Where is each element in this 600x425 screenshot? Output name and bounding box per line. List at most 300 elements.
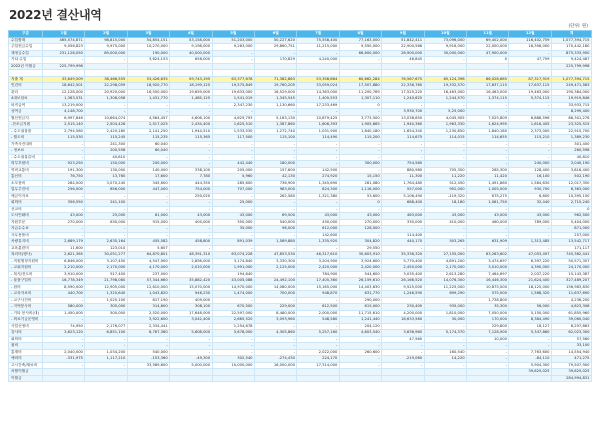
month-value-cell: 18,125,000 [509,284,552,291]
month-value-cell: 65,124,398 [424,76,466,83]
month-value-cell: 32,440 [509,200,552,207]
month-value-cell: 2,635,164 [85,239,127,246]
row-total-cell: 745,382,441 [552,252,592,259]
month-value-cell: 338,100 [170,167,212,174]
month-value-cell: 455,582 [127,239,169,246]
month-value-cell: 463,000 [382,213,424,220]
month-value-cell: 2,210,000 [43,265,85,272]
month-value-cell: 705,300 [424,167,466,174]
month-value-cell: 10,000 [467,336,509,343]
month-value-cell: 2,334,441 [127,323,169,330]
month-value-cell: - [43,232,85,239]
month-value-cell: 35,300 [467,304,509,311]
month-value-cell: 0 [339,102,381,109]
month-value-cell: 304,820 [339,239,381,246]
month-value-cell: - [424,57,466,64]
month-value-cell: 675,275 [467,193,509,200]
row-total-cell: 225,799,998 [552,63,592,70]
month-value-cell: 42,130 [255,174,297,181]
month-value-cell: 150,000 [85,161,127,168]
month-value-cell: - [467,161,509,168]
month-value-cell: 160,540 [424,349,466,356]
month-value-cell: 1,345,545 [255,96,297,103]
column-header-month: 7월 [297,31,339,38]
row-total-cell: 301,400 [552,141,592,148]
row-total-cell: 61,855,960 [552,310,592,317]
row-total-cell: 2,715,240 [552,200,592,207]
row-label: - 직원행정지원비 [9,258,43,265]
month-value-cell: 115,530 [43,135,85,142]
row-total-cell: 1,077,394,715 [552,37,592,44]
month-value-cell: 8,590,000 [43,284,85,291]
month-value-cell: 115,200 [339,135,381,142]
month-value-cell: - [85,362,127,369]
row-label: 고시간축/재료비 [9,362,43,369]
month-value-cell: 47,853,530 [255,252,297,259]
month-value-cell: 28,900,000 [382,50,424,57]
month-value-cell: 26,159,610 [339,278,381,285]
month-value-cell: 40,000,000 [170,50,212,57]
month-value-cell: 27,155,000 [424,252,466,259]
month-value-cell: - [424,336,466,343]
month-value-cell: 1,387,860 [255,122,297,129]
month-value-cell: 631,770 [339,291,381,298]
month-value-cell: - [212,57,254,64]
month-value-cell [127,375,169,382]
month-value-cell: 1,005,000 [467,187,509,194]
month-value-cell: 688,400 [382,200,424,207]
month-value-cell: - [43,148,85,155]
month-value-cell: 241,100 [85,200,127,207]
month-value-cell: - [509,141,552,148]
month-value-cell: 305,000 [85,304,127,311]
column-header-month: 2월 [85,31,127,38]
month-value-cell: 7,780 [170,174,212,181]
month-value-cell: - [43,297,85,304]
month-value-cell: - [509,336,552,343]
month-value-cell: - [509,148,552,155]
month-value-cell: 458,800 [170,239,212,246]
month-value-cell: - [382,297,424,304]
month-value-cell: 16,100 [509,174,552,181]
month-value-cell: 16,463,000 [424,89,466,96]
month-value-cell: - [85,206,127,213]
month-value-cell: - [170,206,212,213]
month-value-cell: 46,317,610 [297,252,339,259]
month-value-cell: - [127,343,169,350]
month-value-cell: 12,610,000 [127,284,169,291]
month-value-cell: - [382,102,424,109]
month-value-cell: 3,930,700 [382,109,424,116]
month-value-cell: 440,170 [382,239,424,246]
month-value-cell: 114,675 [382,135,424,142]
row-total-cell: 4,236,200 [552,297,592,304]
month-value-cell: 11,420 [467,174,509,181]
month-value-cell: 12,128,000 [43,89,85,96]
month-value-cell: 580,000 [43,304,85,311]
month-value-cell: 229,000 [255,304,297,311]
month-value-cell: 302,540 [212,356,254,363]
month-value-cell: 754,000 [170,187,212,194]
month-value-cell: - [255,154,297,161]
month-value-cell: 285,600 [212,180,254,187]
month-value-cell: 60,662,284 [339,76,381,83]
row-label: 4대보험료 [9,96,43,103]
month-value-cell: 314,600 [127,304,169,311]
row-label: 복리비(행사) [9,252,43,259]
month-value-cell: 11,215,000 [297,44,339,51]
month-value-cell: - [424,226,466,233]
column-header-month: 4월 [170,31,212,38]
month-value-cell: 11,715,610 [339,310,381,317]
month-value-cell: - [127,226,169,233]
row-label: 퇴직급여 [9,102,43,109]
month-value-cell: 930,700 [509,187,552,194]
month-value-cell: 2,373,000 [509,128,552,135]
row-total-cell: 3,040,190 [552,161,592,168]
month-value-cell: 71,382,863 [255,76,297,83]
month-value-cell: 946,230 [170,291,212,298]
month-value-cell: 190,000 [127,50,169,57]
month-value-cell: 2,022,000 [297,349,339,356]
month-value-cell: - [127,102,169,109]
column-header-month: 3월 [127,31,169,38]
month-value-cell: 10,664,074 [85,115,127,122]
month-value-cell: 29,550 [339,245,381,252]
month-value-cell: -219,060 [382,356,424,363]
month-value-cell: 21,624,400 [509,278,552,285]
month-value-cell: 69,402,000 [467,37,509,44]
month-value-cell: 935,000 [424,304,466,311]
month-value-cell: 60,040 [127,141,169,148]
month-value-cell: 3,330,300 [255,258,297,265]
month-value-cell: 16,446,300 [467,278,509,285]
month-value-cell: - [127,336,169,343]
month-value-cell: 856,000 [85,187,127,194]
row-total-cell: 8,299,400 [552,109,592,116]
month-value-cell: 2,613,280 [424,271,466,278]
month-value-cell [212,375,254,382]
month-value-cell: 270,000 [339,219,381,226]
month-value-cell: 330,000 [382,219,424,226]
month-value-cell: 274,920 [297,174,339,181]
month-value-cell: 22,298,059 [85,83,127,90]
month-value-cell: - [382,206,424,213]
row-label: 회의비 [9,336,43,343]
month-value-cell: 3,636,960 [382,330,424,337]
month-value-cell: - [43,362,85,369]
month-value-cell: 231,126,050 [43,50,85,57]
row-total-cell: 39,060,040 [552,317,592,324]
month-value-cell: - [255,206,297,213]
row-label: 지급수수료 [9,226,43,233]
page-title: 2022년 결산내역 [9,8,102,22]
month-value-cell: 631,909 [467,239,509,246]
month-value-cell: 983,000 [255,187,297,194]
month-value-cell: 3,623,120 [43,330,85,337]
month-value-cell: - [297,297,339,304]
month-value-cell: - [297,336,339,343]
month-value-cell: 18,920,770 [127,83,169,90]
month-value-cell: - [170,271,212,278]
month-value-cell: 17,648,000 [170,310,212,317]
month-value-cell: 5,174,370 [424,330,466,337]
month-value-cell: - [255,336,297,343]
month-value-cell: 39,625,025 [509,369,552,376]
row-total-cell: 19,919,846 [552,96,592,103]
month-value-cell: 540,000 [127,349,169,356]
month-value-cell: - [170,323,212,330]
month-value-cell: - [382,141,424,148]
row-total-cell: 0 [552,206,592,213]
month-value-cell: - [297,245,339,252]
month-value-cell: - [85,226,127,233]
month-value-cell: 2,420,000 [297,265,339,272]
month-value-cell: 1,043,820 [127,291,169,298]
month-value-cell: - [509,206,552,213]
month-value-cell: -49,300 [170,356,212,363]
month-value-cell: 14,220 [424,356,466,363]
month-value-cell: 4,148,700 [43,109,85,116]
month-value-cell: - [212,349,254,356]
month-value-cell: 11,225,000 [424,284,466,291]
month-value-cell: - [43,141,85,148]
month-value-cell: 4,564,457 [127,115,169,122]
row-total-cell: 15,143,387 [552,271,592,278]
month-value-cell: -331,975 [43,356,85,363]
column-header-category: 구분 [9,31,43,38]
month-value-cell: - [255,349,297,356]
month-value-cell: 1,230,850 [424,128,466,135]
month-value-cell: - [297,141,339,148]
column-header-month: 12월 [509,31,552,38]
month-value-cell: 1,244,570 [424,96,466,103]
month-value-cell: 180,000 [255,161,297,168]
month-value-cell: - [424,343,466,350]
month-value-cell: - [170,336,212,343]
month-value-cell: 1,840,180 [339,128,381,135]
month-value-cell: - [255,109,297,116]
row-total-cell: 39,625,025 [552,369,592,376]
month-value-cell: - [424,206,466,213]
row-total-cell: 249,471,583 [552,83,592,90]
month-value-cell: 300,000 [339,161,381,168]
month-value-cell: 43,000 [43,213,85,220]
month-value-cell: 25,000 [85,213,127,220]
month-value-cell: 224,170 [297,356,339,363]
month-value-cell: 76,567,675 [382,76,424,83]
month-value-cell: - [382,349,424,356]
month-value-cell: 1,321,380 [297,193,339,200]
month-value-cell: 409,000 [170,297,212,304]
month-value-cell: - [43,343,85,350]
month-value-cell: 1,061,750 [467,200,509,207]
month-value-cell: - [43,317,85,324]
month-value-cell: 17,637,115 [509,83,552,90]
month-value-cell: 1,130,660 [255,102,297,109]
row-total-cell: 471,275 [552,356,592,363]
month-value-cell: 22,000,000 [467,44,509,51]
month-value-cell: 923,250 [43,161,85,168]
month-value-cell: 1,254,678 [212,323,254,330]
month-value-cell: 46,845 [382,57,424,64]
month-value-cell: - [467,343,509,350]
row-total-cell: 1,389,230 [552,135,592,142]
month-value-cell: 123,010 [85,245,127,252]
month-value-cell: 5,374,115 [509,96,552,103]
month-value-cell: 204,120 [339,323,381,330]
month-value-cell: 699,290 [424,291,466,298]
month-value-cell: - [43,336,85,343]
month-value-cell: - [424,148,466,155]
month-value-cell: 2,517,025 [127,122,169,129]
month-value-cell: - [339,148,381,155]
month-value-cell: - [127,109,169,116]
month-value-cell: 22,900,566 [382,44,424,51]
column-header-month: 10월 [424,31,466,38]
month-value-cell: 6,767,360 [127,330,169,337]
month-value-cell: 3,010,000 [467,265,509,272]
month-value-cell: 128,400 [509,167,552,174]
month-value-cell: - [85,232,127,239]
month-value-cell: 1,654,340 [382,128,424,135]
row-total-cell: 57,560 [552,336,592,343]
month-value-cell: 1,491,860 [467,180,509,187]
month-value-cell: 14,080,000 [255,284,297,291]
month-value-cell: 817,190 [127,297,169,304]
month-value-cell: - [255,200,297,207]
month-value-cell: 9,198,000 [170,44,212,51]
month-value-cell: - [170,226,212,233]
month-value-cell: 11,200,769 [339,89,381,96]
month-value-cell: - [509,232,552,239]
month-value-cell: 170,000 [467,317,509,324]
month-value-cell: 512,450 [424,180,466,187]
month-value-cell: - [43,226,85,233]
month-value-cell: 5,960 [212,174,254,181]
month-value-cell: 4,390,000 [509,265,552,272]
month-value-cell: 6,851,100 [85,330,127,337]
column-header-month: 9월 [382,31,424,38]
month-value-cell: 1,363,531 [43,96,85,103]
month-value-cell: 5,607 [127,245,169,252]
month-value-cell: 700,000 [255,291,297,298]
month-value-cell: 1,313,485 [509,239,552,246]
month-value-cell: 15,070,000 [170,284,212,291]
month-value-cell: 444,350 [170,180,212,187]
month-value-cell: - [467,109,509,116]
month-value-cell: 9,525,000 [382,284,424,291]
row-label: 2022년 이월금 [9,63,43,70]
month-value-cell: - [467,356,509,363]
month-value-cell: - [424,323,466,330]
month-value-cell: 1,241,440 [339,317,381,324]
month-value-cell: - [255,245,297,252]
row-label: 인건비 [9,83,43,90]
month-value-cell: 440,700 [43,291,85,298]
month-value-cell: 6,397,220 [509,258,552,265]
month-value-cell: - [212,245,254,252]
month-value-cell: - [212,109,254,116]
row-label: 차월이월금 [9,369,43,376]
month-value-cell: 754,580 [382,161,424,168]
row-label: 재정금수입 [9,50,43,57]
row-total-cell: 156,983,830 [552,284,592,291]
month-value-cell: 47,759 [509,57,552,64]
month-value-cell: 12,905,000 [85,284,127,291]
table-body [9,37,592,382]
row-label: 관리 [9,89,43,96]
month-value-cell: 260,600 [339,349,381,356]
month-value-cell: 240,000 [509,161,552,168]
row-label: 가족사진대비 [9,141,43,148]
month-value-cell: 9,975,000 [85,44,127,51]
month-value-cell: - [297,154,339,161]
month-value-cell: 18,127 [509,323,552,330]
month-value-cell: - [127,193,169,200]
month-value-cell: - [339,109,381,116]
month-value-cell: 77,163,000 [339,37,381,44]
month-value-cell: 21,798,080 [85,278,127,285]
month-value-cell: 2,176,077 [85,323,127,330]
month-value-cell: - [170,232,212,239]
month-value-cell: 1,991,000 [212,265,254,272]
month-value-cell: - [85,102,127,109]
month-value-cell: 115,365 [170,135,212,142]
month-value-cell: - [509,154,552,161]
month-value-cell: 73,096,000 [424,37,466,44]
month-value-cell: - [297,206,339,213]
month-value-cell: 59,743,195 [170,76,212,83]
month-value-cell: 1,031,900 [297,128,339,135]
row-label: 사업선정비 [9,323,43,330]
month-value-cell: 13,038,650 [382,115,424,122]
month-value-cell: 824,300 [297,187,339,194]
month-value-cell: 450,000 [297,219,339,226]
month-value-cell: 3,107,450 [85,258,127,265]
month-value-cell: 47,053,497 [509,252,552,259]
month-value-cell: 5,904,300 [509,362,552,369]
month-value-cell: - [467,349,509,356]
month-value-cell: 4,625,793 [212,115,254,122]
month-value-cell: 5,678,000 [212,330,254,337]
month-value-cell: 3,204,900 [297,258,339,265]
month-value-cell: 3,773,500 [339,115,381,122]
month-value-cell: 1,450,000 [43,310,85,317]
month-value-cell: - [255,141,297,148]
month-value-cell: 1,810,000 [424,310,466,317]
row-total-cell: 23,325,515 [552,122,592,129]
month-value-cell: 7,763,600 [509,349,552,356]
month-value-cell: 1,963,330 [424,122,466,129]
row-label: - 외료기금운영비 [9,317,43,324]
row-total-cell: 13,542,717 [552,239,592,246]
month-value-cell: - [297,323,339,330]
month-value-cell: 308,100 [170,304,212,311]
month-value-cell: - [255,50,297,57]
month-value-cell: 3,922,600 [127,317,169,324]
month-value-cell: - [255,343,297,350]
month-value-cell: 17,600 [127,174,169,181]
month-value-cell: 612,500 [297,304,339,311]
month-value-cell: 69,500 [255,213,297,220]
month-value-cell: - [509,245,552,252]
month-value-cell: - [467,154,509,161]
month-value-cell: 2,037,220 [509,271,552,278]
month-value-cell: 548,580 [297,317,339,324]
month-value-cell: - [339,154,381,161]
month-value-cell: - [382,323,424,330]
